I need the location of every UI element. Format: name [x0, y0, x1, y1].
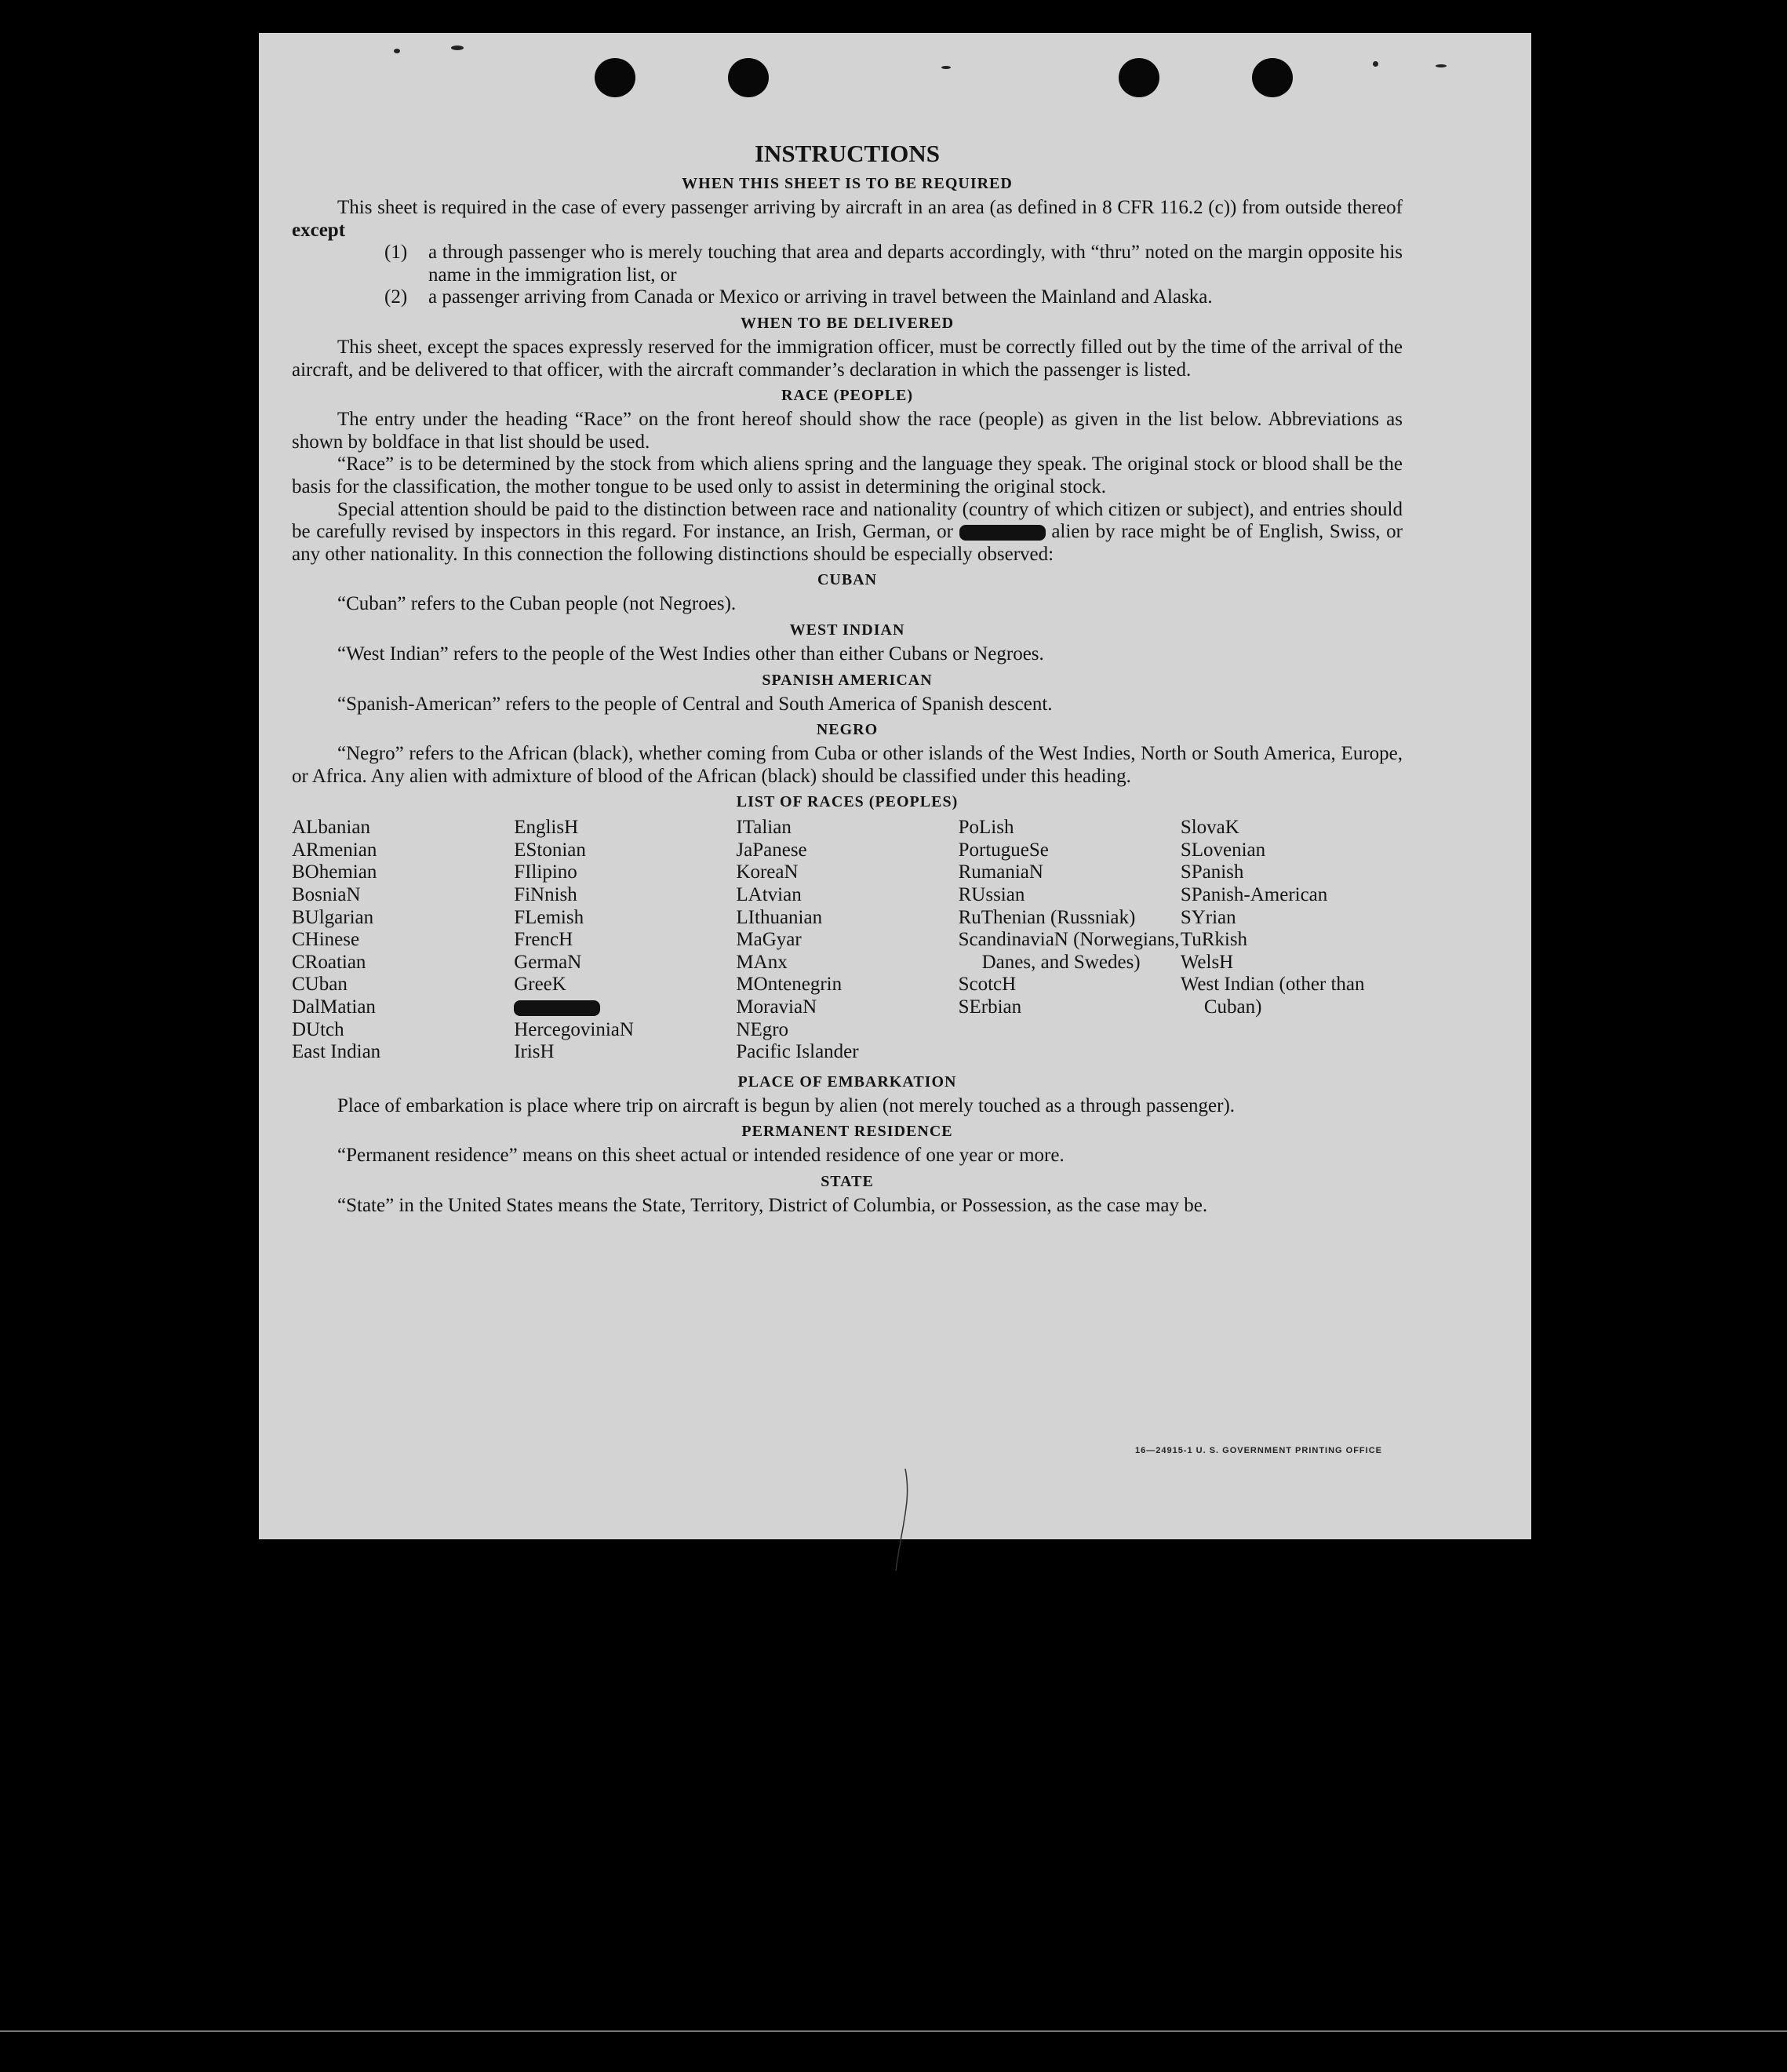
race-entry: BOhemian — [292, 861, 377, 883]
printer-imprint: 16—24915-1 U. S. GOVERNMENT PRINTING OFFICE — [1134, 1446, 1382, 1455]
ink-speck — [941, 66, 951, 69]
race-column — [514, 817, 736, 1064]
race-entry: RumaniaN — [958, 861, 1043, 883]
paragraph: This sheet is required in the case of every passenger arriving by aircraft in an area (as defined in 8 CFR 116.2 (c)) from outside thereof except — [292, 197, 1403, 241]
document-sheet — [259, 33, 1531, 1539]
paragraph: The entry under the heading “Race” on the front hereof should show the race (people) as given in the list below. Abbreviations as shown by boldface in that list should be used. — [292, 409, 1403, 453]
race-entry: DalMatian — [292, 996, 376, 1018]
ink-speck — [1436, 64, 1447, 67]
redaction-mark — [959, 525, 1046, 541]
race-entry: SErbian — [958, 996, 1022, 1018]
race-entry: ARmenian — [292, 839, 377, 861]
race-entry: TuRkish — [1180, 929, 1248, 951]
punch-hole — [595, 58, 635, 97]
section-heading: NEGRO — [816, 721, 879, 739]
race-entry: RuThenian (Russniak) — [958, 906, 1136, 928]
race-entry: GreeK — [514, 974, 566, 996]
ink-speck — [394, 49, 400, 53]
scan-edge-line — [0, 2030, 1787, 2032]
punch-hole — [728, 58, 769, 97]
paragraph: “Negro” refers to the African (black), whether coming from Cuba or other islands of the West Indies, North or South America, Europe, or Africa. Any alien with admixture of blood of the African (black) should be classified under this heading. — [292, 743, 1403, 787]
race-entry: CRoatian — [292, 951, 366, 973]
punch-hole — [1119, 58, 1159, 97]
race-entry: EStonian — [514, 839, 586, 861]
section-heading: CUBAN — [817, 571, 878, 589]
list-item: (2) a passenger arriving from Canada or Mexico or arriving in travel between the Mainland and Alaska. — [384, 286, 1213, 308]
race-entry: PortugueSe — [958, 839, 1049, 861]
race-entry: SLovenian — [1180, 839, 1266, 861]
race-entry: ALbanian — [292, 817, 370, 839]
paragraph: “Permanent residence” means on this sheet actual or intended residence of one year or more. — [337, 1145, 1065, 1167]
race-column — [736, 817, 958, 1064]
race-entry: DUtch — [292, 1018, 344, 1040]
paragraph: This sheet, except the spaces expressly reserved for the immigration officer, must be correctly filled out by the time of the arrival of the aircraft, and be delivered to that officer, with the aircraft commander’s declaration in which the passenger is listed. — [292, 336, 1403, 381]
race-column — [959, 817, 1181, 1064]
race-entry: WelsH — [1180, 951, 1234, 973]
race-entry: FiNnish — [514, 884, 577, 906]
race-entry: ScandinaviaN (Norwegians, Danes, and Swedes) — [958, 929, 1180, 973]
race-entry — [514, 996, 736, 1019]
race-entry: CHinese — [292, 929, 360, 951]
paragraph: “State” in the United States means the State, Territory, District of Columbia, or Possession, as the case may be. — [337, 1195, 1208, 1216]
race-entry: BosniaN — [292, 884, 361, 906]
section-heading: RACE (PEOPLE) — [781, 387, 913, 405]
race-column — [292, 817, 514, 1064]
section-heading: LIST OF RACES (PEOPLES) — [736, 793, 959, 811]
section-heading: PERMANENT RESIDENCE — [741, 1123, 953, 1141]
race-entry: BUlgarian — [292, 906, 374, 928]
paragraph: “Cuban” refers to the Cuban people (not Negroes). — [337, 593, 737, 615]
section-heading: WEST INDIAN — [789, 621, 905, 639]
punch-hole — [1252, 58, 1293, 97]
race-entry: FIlipino — [514, 861, 577, 883]
paper-crease — [888, 1469, 919, 1571]
race-entry: KoreaN — [736, 861, 799, 883]
section-heading: SPANISH AMERICAN — [762, 671, 933, 689]
race-entry: CUban — [292, 974, 348, 996]
race-entry: FrencH — [514, 929, 573, 951]
race-entry: MaGyar — [736, 929, 802, 951]
race-entry: LAtvian — [736, 884, 802, 906]
section-heading: PLACE OF EMBARKATION — [737, 1072, 957, 1091]
section-heading: STATE — [821, 1173, 874, 1190]
race-entry: JaPanese — [736, 839, 807, 861]
race-entry: SPanish-American — [1180, 884, 1328, 906]
race-entry: SPanish — [1180, 861, 1244, 883]
race-entry: GermaN — [514, 951, 582, 973]
race-entry: EnglisH — [514, 817, 579, 839]
paragraph: Special attention should be paid to the distinction between race and nationality (country of which citizen or subject), and entries should be carefully revised by inspectors in this regard. For instance, an Irish, German, or alien by race might be of English, Swiss, or any other nationality. In this connection the following distinctions should be especially observed: — [292, 498, 1403, 565]
race-entry: FLemish — [514, 906, 584, 928]
section-heading: WHEN TO BE DELIVERED — [740, 314, 955, 332]
ink-speck — [1373, 61, 1378, 67]
race-entry: SlovaK — [1180, 817, 1239, 839]
paragraph: “West Indian” refers to the people of the West Indies other than either Cubans or Negroes. — [337, 643, 1044, 665]
ink-speck — [451, 46, 464, 50]
page-title: INSTRUCTIONS — [754, 140, 940, 167]
race-entry: MoraviaN — [736, 996, 817, 1018]
race-entry: PoLish — [958, 817, 1014, 839]
race-entry: IrisH — [514, 1041, 555, 1063]
race-entry: MOntenegrin — [736, 974, 843, 996]
race-column — [1181, 817, 1403, 1064]
paragraph: “Spanish-American” refers to the people of Central and South America of Spanish descent. — [337, 693, 1053, 715]
race-entry: NEgro — [736, 1018, 789, 1040]
redaction-mark — [514, 1000, 600, 1016]
race-entry: SYrian — [1180, 906, 1236, 928]
race-entry: East Indian — [292, 1041, 381, 1063]
race-entry: West Indian (other than Cuban) — [1180, 974, 1365, 1018]
race-list — [292, 817, 1403, 1064]
paragraph: Place of embarkation is place where trip on aircraft is begun by alien (not merely touched as a through passenger). — [337, 1094, 1236, 1116]
race-entry: MAnx — [736, 951, 788, 973]
race-entry: HercegoviniaN — [514, 1018, 634, 1040]
section-heading: WHEN THIS SHEET IS TO BE REQUIRED — [682, 175, 1013, 192]
paragraph: “Race” is to be determined by the stock from which aliens spring and the language they speak. The original stock or blood shall be the basis for the classification, the mother tongue to be used only to assist in determining the original stock. — [292, 453, 1403, 497]
race-entry: LIthuanian — [736, 906, 823, 928]
race-entry: ScotcH — [958, 974, 1017, 996]
race-entry: Pacific Islander — [736, 1041, 859, 1063]
race-entry: RUssian — [958, 884, 1025, 906]
race-entry: ITalian — [736, 817, 792, 839]
list-item: (1) a through passenger who is merely touching that area and departs accordingly, with “thru” noted on the margin opposite his name in the immigration list, or — [384, 242, 1403, 286]
